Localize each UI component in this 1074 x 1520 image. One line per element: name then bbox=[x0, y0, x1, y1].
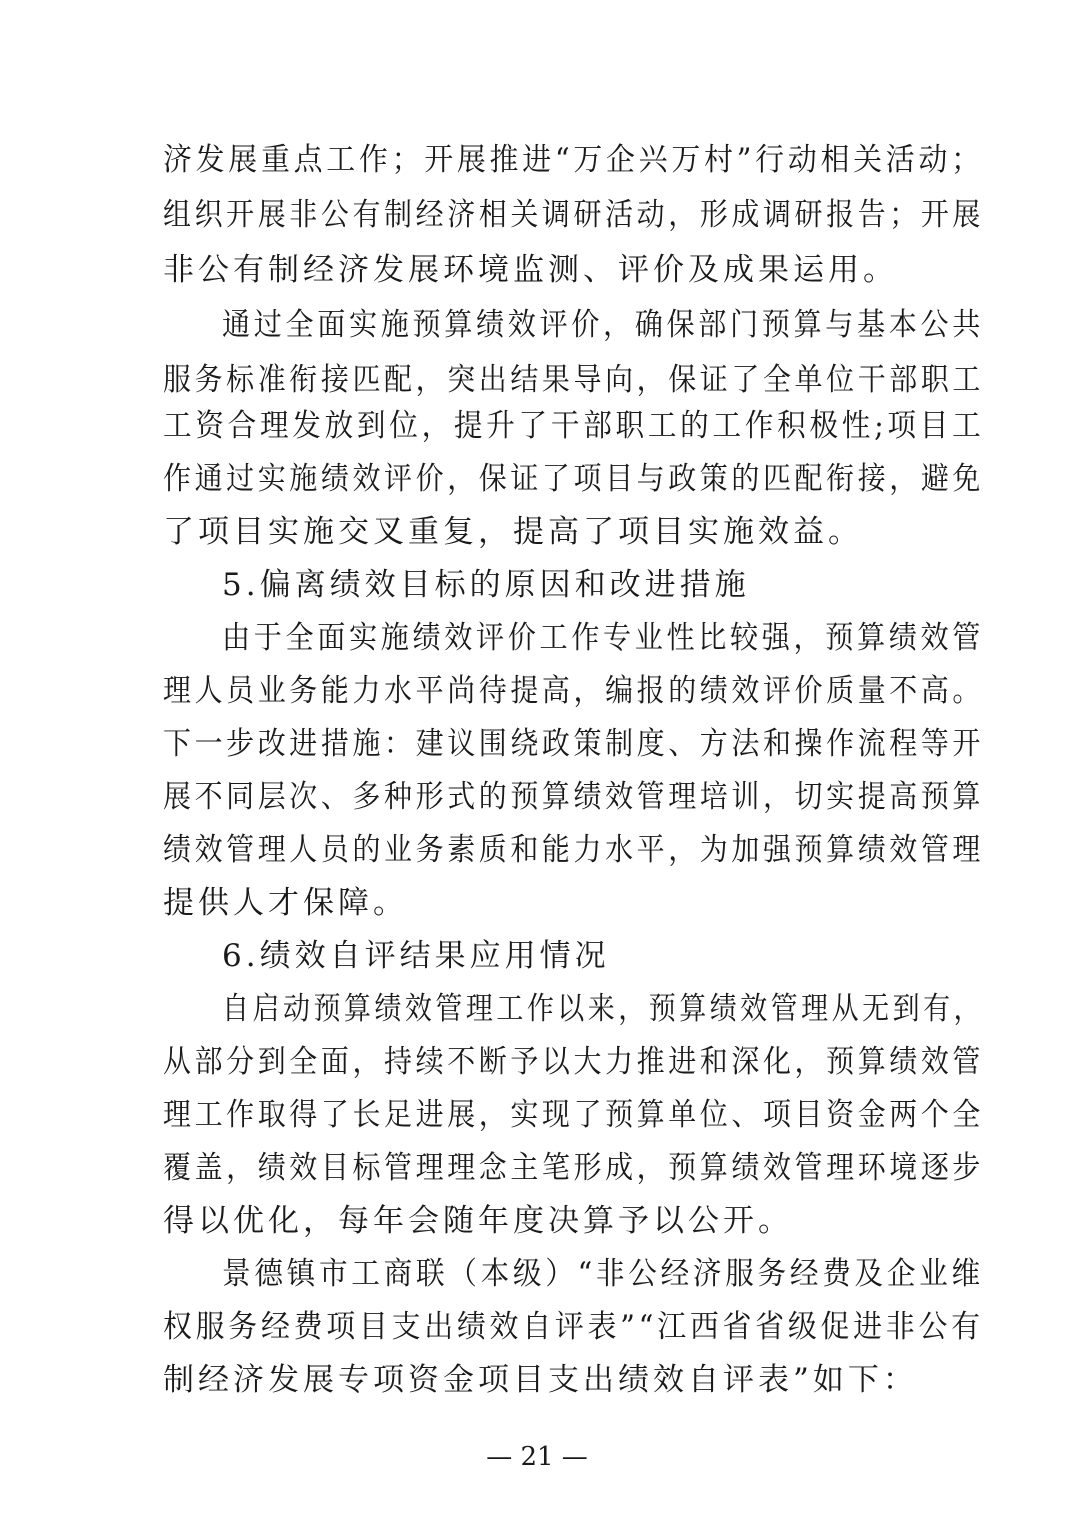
page-number: — 21 — bbox=[486, 1442, 588, 1472]
text-line: 理人员业务能力水平尚待提高，编报的绩效评价质量不高。 bbox=[163, 673, 985, 709]
paragraph-first-line: 由于全面实施绩效评价工作专业性比较强，预算绩效管 bbox=[222, 620, 984, 656]
text-line: 组织开展非公有制经济相关调研活动，形成调研报告；开展 bbox=[163, 197, 985, 233]
text-line: 提供人才保障。 bbox=[163, 885, 408, 921]
text-line: 作通过实施绩效评价，保证了项目与政策的匹配衔接，避免 bbox=[163, 461, 985, 497]
text-line: 工资合理发放到位，提升了干部职工的工作积极性;项目工 bbox=[163, 408, 985, 444]
text-line: 从部分到全面，持续不断予以大力推进和深化，预算绩效管 bbox=[163, 1044, 985, 1080]
text-line: 展不同层次、多种形式的预算绩效管理培训，切实提高预算 bbox=[163, 779, 985, 815]
text-line: 权服务经费项目支出绩效自评表”“江西省省级促进非公有 bbox=[163, 1309, 984, 1345]
text-line: 非公有制经济发展环境监测、评价及成果运用。 bbox=[163, 252, 898, 288]
paragraph-first-line: 自启动预算绩效管理工作以来，预算绩效管理从无到有， bbox=[222, 991, 985, 1027]
text-line: 了项目实施交叉重复，提高了项目实施效益。 bbox=[163, 514, 863, 550]
text-line: 绩效管理人员的业务素质和能力水平，为加强预算绩效管理 bbox=[163, 832, 985, 868]
paragraph-first-line: 通过全面实施预算绩效评价，确保部门预算与基本公共 bbox=[222, 307, 984, 343]
text-line: 济发展重点工作；开展推进“万企兴万村”行动相关活动； bbox=[163, 142, 984, 178]
paragraph-first-line: 景德镇市工商联（本级）“非公经济服务经费及企业维 bbox=[222, 1256, 984, 1292]
text-line: 制经济发展专项资金项目支出绩效自评表”如下： bbox=[163, 1362, 918, 1398]
text-line: 得以优化，每年会随年度决算予以公开。 bbox=[163, 1203, 793, 1239]
section-heading: 6.绩效自评结果应用情况 bbox=[222, 938, 610, 974]
text-line: 服务标准衔接匹配，突出结果导向，保证了全单位干部职工 bbox=[163, 362, 985, 398]
section-heading: 5.偏离绩效目标的原因和改进措施 bbox=[222, 567, 750, 603]
text-line: 理工作取得了长足进展，实现了预算单位、项目资金两个全 bbox=[163, 1097, 985, 1133]
text-line: 覆盖，绩效目标管理理念主笔形成，预算绩效管理环境逐步 bbox=[163, 1150, 985, 1186]
text-line: 下一步改进措施：建议围绕政策制度、方法和操作流程等开 bbox=[163, 726, 985, 762]
